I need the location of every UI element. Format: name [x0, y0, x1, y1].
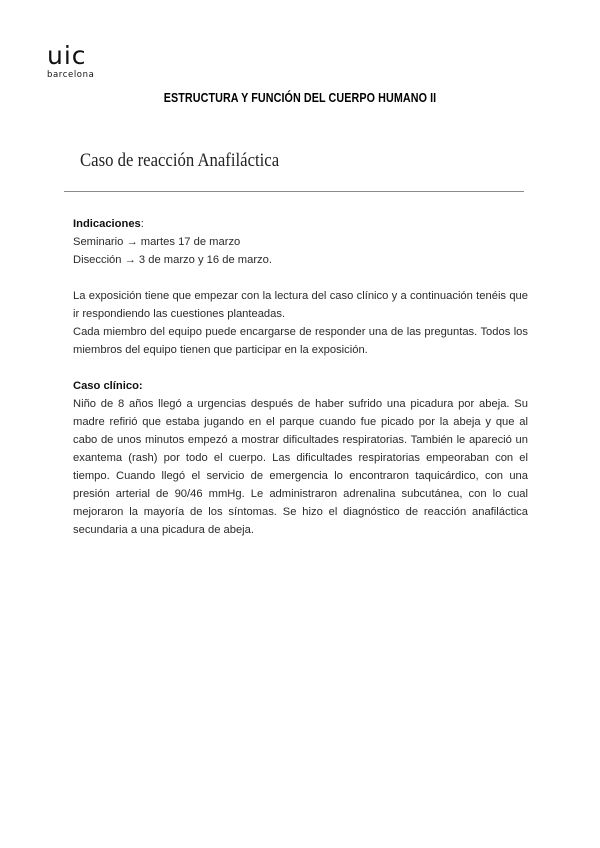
indication-line-seminar: Seminario → martes 17 de marzo	[73, 236, 241, 248]
title-divider	[64, 191, 524, 192]
logo-subtitle: barcelona	[47, 70, 95, 80]
logo-mark: uic	[47, 41, 87, 70]
case-text: Niño de 8 años llegó a urgencias después de haber sufrido una picadura por abeja. Su madre refirió que estaba jugando en el parque cuando fue picado por la abeja y que al cabo de unos minutos empezó a mostrar dificultades respiratorias. También le apareció un exantema (rash) por todo el cuerpo. Las dificultades respiratorias empeoraban con el tiempo. Cuando llegó el servicio de emergencia lo encontraron taquicárdico, con una presión arterial de 90/46 mmHg. Le administraron adrenalina subcutánea, con lo cual mejoraron la mayoría de los síntomas. Se hizo el diagnóstico de reacción anafiláctica secundaria a una picadura de abeja.	[73, 398, 528, 536]
spacer	[73, 269, 528, 287]
document-body	[73, 215, 528, 539]
indication-line-dissection: Disección → 3 de marzo y 16 de marzo.	[73, 254, 272, 266]
indications-label: Indicaciones	[73, 218, 141, 230]
document-title: Caso de reacción Anafiláctica	[80, 150, 280, 171]
instructions-paragraph-1: La exposición tiene que empezar con la lectura del caso clínico y a continuación tenéis que ir respondiendo las cuestiones planteadas.	[73, 290, 528, 320]
course-title: ESTRUCTURA Y FUNCIÓN DEL CUERPO HUMANO II	[163, 91, 437, 105]
uic-barcelona-logo	[47, 41, 107, 84]
indications-colon: :	[140, 218, 144, 230]
case-heading: Caso clínico:	[73, 380, 143, 392]
indications-heading	[73, 215, 528, 233]
instructions-paragraph-2: Cada miembro del equipo puede encargarse de responder una de las preguntas. Todos los miembros del equipo tienen que participar en la exposición.	[73, 326, 528, 356]
spacer	[73, 359, 528, 377]
